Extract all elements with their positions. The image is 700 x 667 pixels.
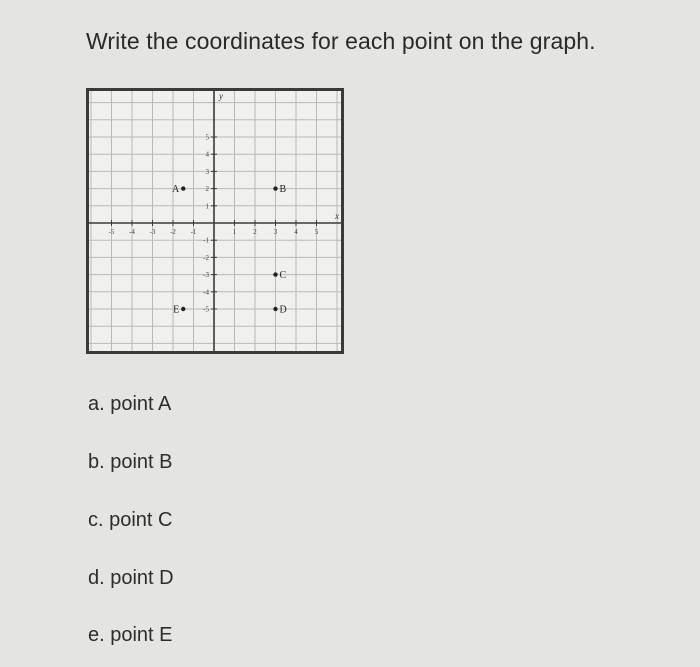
point-e-label: E [173, 304, 180, 316]
point-c-dot [273, 272, 277, 276]
point-d-label: D [279, 304, 287, 316]
y-axis-label: y [219, 91, 223, 101]
point-b-dot [273, 186, 277, 190]
point-a-label: A [172, 184, 180, 196]
y-tick-label: 3 [205, 167, 209, 176]
x-tick-label: -4 [129, 228, 135, 236]
answer-item-c: c. point C [88, 509, 173, 531]
answer-item-b: b. point B [88, 451, 173, 473]
answer-item-d: d. point D [88, 567, 174, 589]
point-c-label: C [279, 270, 287, 282]
x-tick-label: 4 [294, 228, 298, 236]
x-tick-label: -3 [149, 228, 156, 236]
y-tick-label: 5 [205, 133, 209, 142]
y-tick-label: 2 [205, 185, 209, 194]
x-tick-label: 1 [232, 228, 237, 236]
y-tick-label: -3 [203, 271, 209, 280]
y-tick-label: 1 [205, 202, 209, 211]
coordinate-graph-svg [86, 88, 344, 354]
question-title: Write the coordinates for each point on the graph. [86, 28, 596, 54]
answer-item-a: a. point A [88, 393, 172, 415]
point-a-dot [181, 186, 185, 190]
y-tick-label: 4 [205, 150, 209, 159]
graph-background [88, 90, 343, 353]
x-axis-label: x [335, 211, 339, 221]
y-tick-label: -4 [203, 288, 209, 297]
y-tick-label: -5 [203, 305, 209, 314]
point-e-dot [181, 307, 185, 311]
point-d-dot [273, 307, 277, 311]
x-tick-label: 3 [273, 228, 278, 236]
answer-item-e: e. point E [88, 624, 173, 646]
point-b-label: B [279, 184, 287, 196]
y-tick-label: -2 [203, 253, 209, 262]
x-tick-label: -1 [190, 228, 197, 236]
x-tick-label: 5 [314, 228, 319, 236]
x-tick-label: 2 [253, 228, 257, 236]
y-tick-label: -1 [203, 236, 209, 245]
coordinate-graph [86, 88, 344, 354]
x-tick-label: -5 [108, 228, 115, 236]
x-tick-label: -2 [170, 228, 176, 236]
